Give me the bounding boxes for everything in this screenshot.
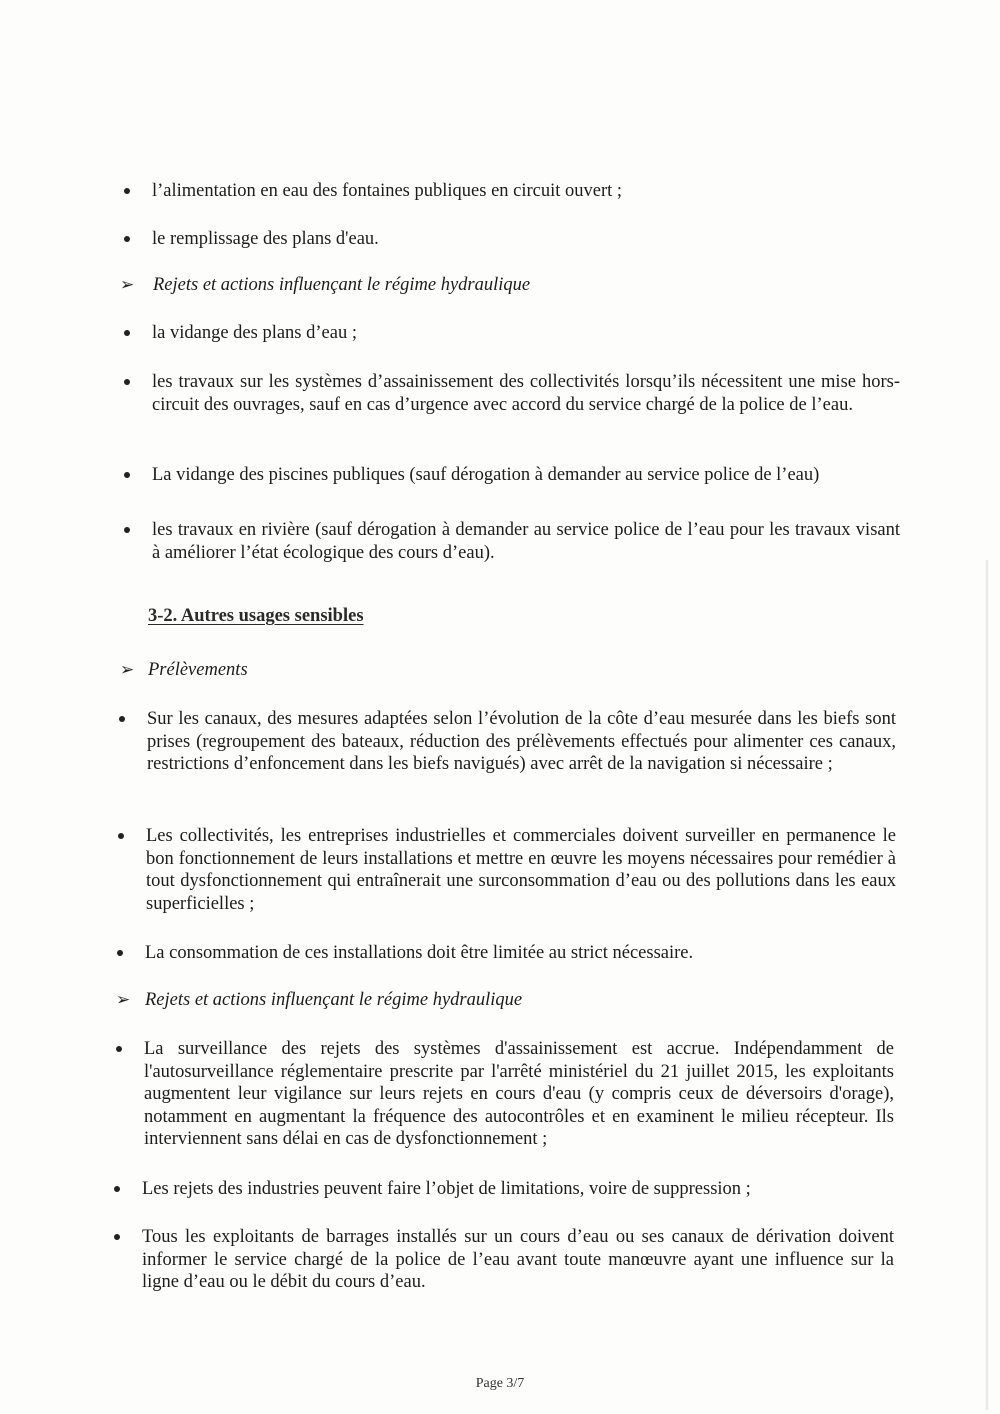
subheading-text: Rejets et actions influençant le régime hydraulique [153,275,531,295]
list-item-text: les travaux sur les systèmes d’assainissement des collectivités lorsqu’ils nécessitent une mise hors-circuit des ouvrages, sauf en cas d’urgence avec accord du service chargé de la police de l’eau. [152,372,900,415]
bullet-icon [124,236,130,242]
list-item-text: Les collectivités, les entreprises industrielles et commerciales doivent surveiller en permanence le bon fonctionnement de leurs installations et mettre en œuvre les moyens nécessaires pour remédier à tout dysfonctionnement qui entraînerait une surconsommation d’eau ou des pollutions dans les eaux superficielles ; [146,826,896,914]
list-item-text: Tous les exploitants de barrages installés sur un cours d’eau ou ses canaux de dérivation doivent informer le service chargé de la police de l’eau avant toute manœuvre ayant une influence sur la ligne d’eau ou le débit du cours d’eau. [142,1227,894,1292]
scan-edge-shadow [985,560,989,1410]
list-item-text: la vidange des plans d’eau ; [152,323,357,343]
page-number: Page 3/7 [475,1376,525,1391]
list-item-text: La surveillance des rejets des systèmes d'assainissement est accrue. Indépendamment de l'autosurveillance réglementaire prescrite par l'arrêté ministériel du 21 juillet 2015, les exploitants augmentent leur vigilance sur leurs rejets en cours d'eau (y compris ceux de déversoirs d'orage), notamment en augmentant la fréquence des autocontrôles et en examinent le milieu récepteur. Ils interviennent sans délai en cas de dysfonctionnement ; [144,1039,894,1149]
list-item-text: l’alimentation en eau des fontaines publiques en circuit ouvert ; [152,181,623,201]
bullet-icon [118,833,124,839]
list-item-text: Sur les canaux, des mesures adaptées selon l’évolution de la côte d’eau mesurée dans les biefs sont prises (regroupement des bateaux, réduction des prélèvements effectués pour alimenter ces canaux, restrictions d’enfoncement dans les biefs navigués) avec arrêt de la navigation si nécessaire ; [147,709,896,774]
list-item-text: le remplissage des plans d'eau. [152,229,379,249]
section-title: 3-2. Autres usages sensibles [148,606,364,626]
bullet-icon [124,527,130,533]
bullet-icon [117,950,123,956]
bullet-icon [124,379,130,385]
subheading-text: Rejets et actions influençant le régime hydraulique [145,990,523,1010]
bullet-icon [116,1046,122,1052]
list-item-text: La consommation de ces installations doit être limitée au strict nécessaire. [145,943,694,963]
bullet-icon [124,188,130,194]
arrow-icon: ➢ [116,990,131,1009]
list-item-text: les travaux en rivière (sauf dérogation à demander au service police de l’eau pour les travaux visant à améliorer l’état écologique des cours d’eau). [152,520,900,563]
arrow-icon: ➢ [120,660,135,679]
arrow-icon: ➢ [120,275,135,294]
list-item-text: La vidange des piscines publiques (sauf dérogation à demander au service police de l’eau) [152,465,820,485]
list-item-text: Les rejets des industries peuvent faire l’objet de limitations, voire de suppression ; [142,1179,751,1199]
bullet-icon [124,472,130,478]
bullet-icon [124,330,130,336]
bullet-icon [119,716,125,722]
bullet-icon [114,1186,120,1192]
bullet-icon [114,1234,120,1240]
subheading-text: Prélèvements [148,660,248,680]
